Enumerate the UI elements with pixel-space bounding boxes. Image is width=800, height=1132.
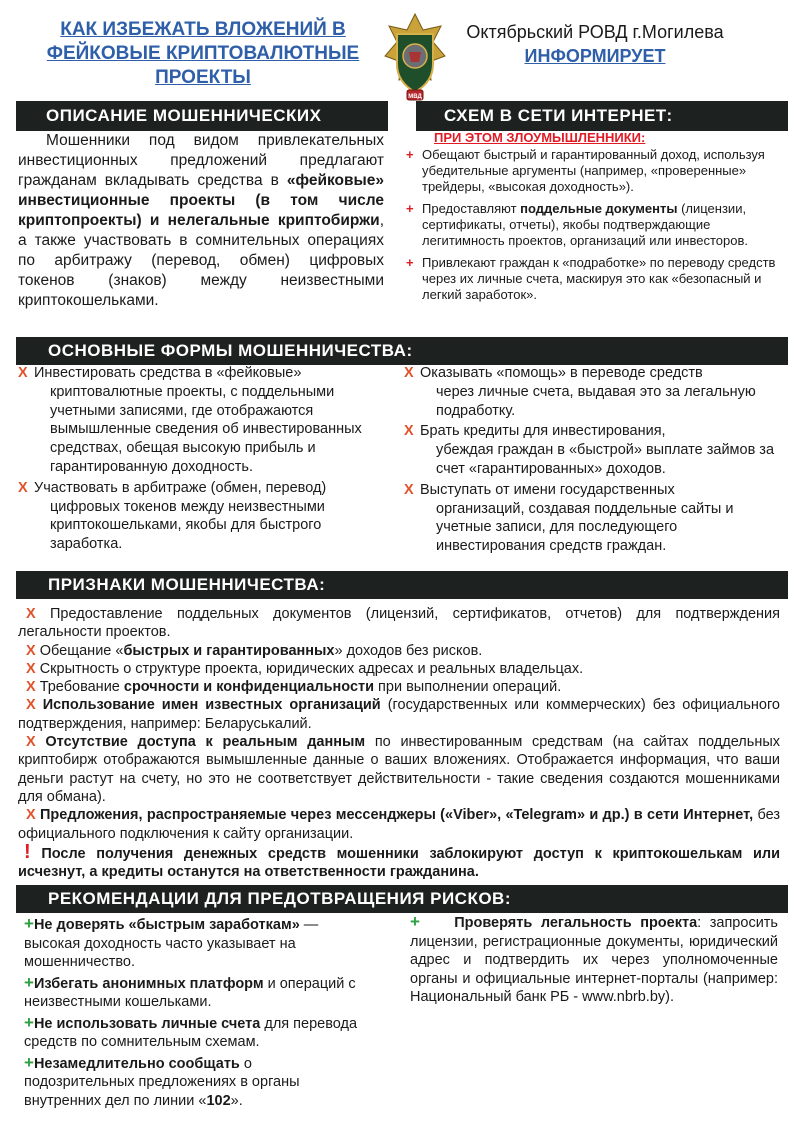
organization-header <box>450 20 740 68</box>
list-item-text-bold: быстрых и гарантированных <box>123 642 335 659</box>
list-item-text: Скрытность о структуре проекта, юридических адресах и реальных владельцах. <box>39 660 584 677</box>
section-heading-forms: ОСНОВНЫЕ ФОРМЫ МОШЕННИЧЕСТВА: <box>16 337 788 365</box>
description-paragraph <box>18 131 384 311</box>
plus-icon: + <box>24 972 34 992</box>
signs-list <box>18 605 780 881</box>
list-item <box>402 422 780 478</box>
svg-text:МВД: МВД <box>408 94 422 100</box>
warning-text: После получения денежных средств мошенники заблокируют доступ к криптокошелькам или исчезнут, а кредиты останутся на ответственности гражданина. <box>18 845 780 881</box>
description-text-a: Мошенники под видом привлекательных инвестиционных предложений предлагают гражданам вкладывать средства в <box>18 132 384 189</box>
x-marker-icon: X <box>26 697 36 714</box>
list-item-first-line: Оказывать «помощь» в переводе средств <box>420 365 703 381</box>
x-marker-icon: X <box>26 660 36 677</box>
list-item-text-a: Требование <box>39 679 124 696</box>
x-marker-icon: X <box>26 734 36 751</box>
list-item-text-c: для перевода средств по сомнительным схемам. <box>24 1015 358 1050</box>
x-marker-icon: X <box>26 642 36 659</box>
section-heading-signs: ПРИЗНАКИ МОШЕННИЧЕСТВА: <box>16 571 788 599</box>
list-item-text-c: : запросить лицензии, регистрационные документы, юридический адрес и подтвердить их через уполномоченные органы и официальные интернет-порталы (например: Национальный банк РБ - www.nbrb.by). <box>410 915 778 1005</box>
list-item-first-line: Выступать от имени государственных <box>420 481 675 498</box>
list-item-text: криптовалютные проекты, с поддельными учетными записями, где отображаются вымышленные сведения об инвестированных средствах, обещая высокую прибыль и гарантированную доходность. <box>50 383 362 475</box>
list-item <box>402 481 780 556</box>
list-item-first-line: Инвестировать средства в «фейковые» <box>34 365 302 381</box>
list-item-text: через личные счета, выдавая это за легальную подработку. <box>436 383 756 419</box>
list-item-text-bold: Не использовать личные счета <box>33 1015 261 1032</box>
list-item <box>24 915 364 972</box>
section-heading-schemes: СХЕМ В СЕТИ ИНТЕРНЕТ: <box>416 101 788 131</box>
x-marker-icon: X <box>18 365 28 381</box>
list-item <box>24 974 364 1012</box>
list-item-text-c: при выполнении операций. <box>374 679 562 696</box>
list-item <box>18 605 780 642</box>
list-item-text-c: о подозрительных предложениях в органы внутренних дел по линии « <box>24 1055 300 1109</box>
list-item-text-bold: Проверять легальность проекта <box>454 915 698 931</box>
section-heading-description: ОПИСАНИЕ МОШЕННИЧЕСКИХ <box>16 101 388 131</box>
list-item-text-c: по инвестированным средствам (на сайтах поддельных криптобирж отображаются вымышленные данные о ваших вложениях. Отображается информация, что ваши деньги растут на счету, но это не соответствует действительности - такие сведения создаются мошенниками для обмана). <box>18 734 780 805</box>
list-item-text-c: (лицензии, сертификаты, отчеты), якобы подтверждающие легитимность проектов, организаций или инвесторов. <box>422 201 748 248</box>
fraudsters-list <box>406 147 784 309</box>
list-item <box>406 255 784 303</box>
list-item <box>402 364 780 420</box>
description-text-bold: «фейковые» инвестиционные проекты (в том числе криптопроекты) и нелегальные криптобиржи <box>18 172 384 229</box>
list-item <box>410 913 778 1007</box>
list-item <box>18 806 780 843</box>
police-emblem-icon <box>383 12 447 104</box>
list-item <box>18 642 780 660</box>
list-item-text: убеждая граждан в «быстрой» выплате займов за счет «гарантированных» доходов. <box>436 442 775 477</box>
list-item-text-bold: срочности и конфиденциальности <box>123 679 375 696</box>
list-item-text-bold: поддельные документы <box>520 201 678 216</box>
organization-name: Октябрьский РОВД г.Могилева <box>466 22 724 42</box>
x-marker-icon: X <box>26 679 36 696</box>
description-text-c: , а также участвовать в сомнительных операциях по арбитражу (перевод, обмен) цифровых токенов (знаков) между неизвестными криптокошельками. <box>18 212 384 309</box>
plus-icon: + <box>24 1052 34 1072</box>
list-item-text: Предоставление поддельных документов (лицензий, сертификатов, отчетов) для подтверждения легальности проектов. <box>18 606 780 641</box>
plus-marker-icon: + <box>406 255 414 270</box>
x-marker-icon: X <box>404 423 414 440</box>
list-item-text-bold: Избегать анонимных платформ <box>33 975 264 992</box>
list-item-text: Обещают быстрый и гарантированный доход, используя убедительные аргументы (например, «проверенные» трейдеры, «высокая доходность»). <box>422 147 765 194</box>
list-item-first-line: Брать кредиты для инвестирования, <box>420 423 666 440</box>
recommendations-left-column <box>24 915 364 1112</box>
list-item-text: организаций, создавая поддельные сайты и учетные записи, для последующего инвестирования средств граждан. <box>436 500 734 555</box>
list-item-text-c: — высокая доходность часто указывает на мошенничество. <box>24 917 319 970</box>
list-item-text-bold: Предложения, распространяемые через мессенджеры («Viber», «Telegram» и др.) в сети Интернет, <box>40 807 754 824</box>
hotline-number: 102 <box>206 1092 231 1109</box>
warning-item <box>18 840 780 882</box>
plus-marker-icon: + <box>406 147 414 162</box>
x-marker-icon: X <box>404 365 414 381</box>
list-item <box>16 479 386 554</box>
list-item <box>18 678 780 696</box>
plus-marker-icon: + <box>406 201 414 216</box>
x-marker-icon: X <box>18 479 28 496</box>
list-item-text-bold: Незамедлительно сообщать <box>33 1055 240 1072</box>
plus-icon: + <box>24 1012 34 1032</box>
list-item-text-a: Предоставляют <box>422 201 521 216</box>
list-item-text-c: без официального подключения к сайту организации. <box>18 807 781 842</box>
list-item-text-a: Обещание « <box>39 642 124 659</box>
list-item <box>24 1054 364 1111</box>
recommendations-right-column <box>410 913 778 1009</box>
list-item <box>18 733 780 806</box>
plus-icon: + <box>24 914 34 933</box>
x-marker-icon: X <box>26 807 36 824</box>
list-item <box>18 696 780 733</box>
informs-label: ИНФОРМИРУЕТ <box>524 46 666 66</box>
list-item <box>406 201 784 249</box>
list-item-text-c: » доходов без рисков. <box>334 642 483 659</box>
plus-icon: + <box>410 912 420 931</box>
forms-right-column <box>402 364 780 556</box>
list-item <box>406 147 784 195</box>
fraudsters-subheading: ПРИ ЭТОМ ЗЛОУМЫШЛЕННИКИ: <box>434 130 646 145</box>
list-item <box>16 364 386 477</box>
forms-left-column <box>16 364 386 554</box>
list-item-text: цифровых токенов между неизвестными криптокошельками, якобы для быстрого заработка. <box>50 498 325 553</box>
list-item-text-c: (государственных или коммерческих) без официального подтверждения, например: Беларуськалий. <box>18 697 780 732</box>
x-marker-icon: X <box>404 481 414 498</box>
list-item-text-bold: Отсутствие доступа к реальным данным <box>45 734 366 751</box>
list-item-text-end: ». <box>230 1092 243 1109</box>
list-item-text: Привлекают граждан к «подработке» по переводу средств через их личные счета, маскируя это как «безопасный и легкий заработок». <box>422 255 776 302</box>
exclamation-icon: ! <box>24 840 31 863</box>
page-title: КАК ИЗБЕЖАТЬ ВЛОЖЕНИЙ В ФЕЙКОВЫЕ КРИПТОВАЛЮТНЫЕ ПРОЕКТЫ <box>46 19 360 88</box>
list-item-text-bold: Не доверять «быстрым заработкам» <box>33 917 300 933</box>
section-heading-recommendations: РЕКОМЕНДАЦИИ ДЛЯ ПРЕДОТВРАЩЕНИЯ РИСКОВ: <box>16 885 788 913</box>
list-item <box>24 1014 364 1052</box>
list-item-text-bold: Использование имен известных организаций <box>42 697 381 714</box>
list-item-first-line: Участвовать в арбитраже (обмен, перевод) <box>34 479 327 496</box>
list-item <box>18 660 780 678</box>
x-marker-icon: X <box>26 606 36 622</box>
list-item-text-c: и операций с неизвестными кошельками. <box>24 975 356 1010</box>
